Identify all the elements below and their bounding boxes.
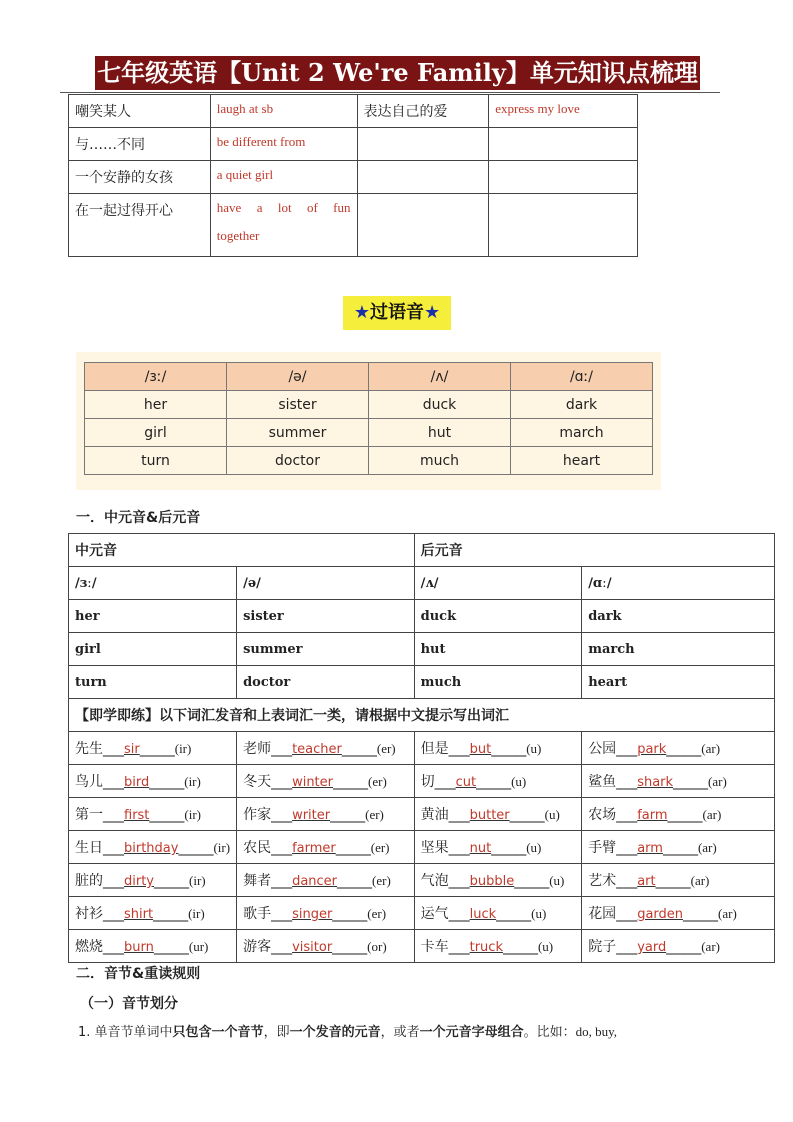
blank-line: _____ bbox=[154, 873, 189, 889]
blank-line: ___ bbox=[616, 774, 638, 790]
phonics-header: /ɑː/ bbox=[511, 363, 653, 391]
practice-cn: 作家 bbox=[243, 807, 272, 823]
vocab-cn: 嘲笑某人 bbox=[69, 95, 211, 128]
practice-spelling: (ar) bbox=[702, 807, 722, 822]
practice-cn: 院子 bbox=[588, 939, 617, 955]
blank-line: ___ bbox=[103, 807, 124, 823]
table-row bbox=[69, 765, 775, 798]
phonics-table bbox=[84, 362, 653, 475]
practice-answer: birthday bbox=[124, 841, 179, 856]
blank-line: _____ bbox=[502, 939, 538, 955]
table-row bbox=[69, 161, 638, 194]
practice-cell bbox=[237, 798, 415, 831]
practice-spelling: (u) bbox=[531, 906, 547, 921]
practice-cn: 手臂 bbox=[588, 840, 617, 856]
vocab-en: be different from bbox=[210, 128, 357, 161]
rule-emphasis: 只包含一个音节 bbox=[172, 1025, 264, 1040]
practice-answer: singer bbox=[292, 907, 333, 922]
rule-text: 1. 单音节单词中 bbox=[78, 1025, 173, 1040]
practice-cn: 气泡 bbox=[420, 873, 449, 889]
practice-answer: arm bbox=[637, 841, 663, 856]
blank-line: ___ bbox=[271, 873, 293, 889]
phonics-header: /ʌ/ bbox=[369, 363, 511, 391]
practice-cn: 但是 bbox=[420, 741, 449, 757]
phonics-header: /ə/ bbox=[227, 363, 369, 391]
phonics-word: march bbox=[511, 419, 653, 447]
practice-answer: visitor bbox=[292, 940, 333, 955]
blank-line: _____ bbox=[662, 840, 698, 856]
blank-line: ___ bbox=[448, 906, 470, 922]
practice-spelling: (u) bbox=[511, 774, 527, 789]
table-row bbox=[85, 447, 653, 475]
table-row bbox=[69, 930, 775, 963]
practice-answer: farm bbox=[637, 808, 668, 823]
table-row bbox=[69, 699, 775, 732]
practice-spelling: (u) bbox=[526, 840, 542, 855]
blank-line: ___ bbox=[448, 840, 470, 856]
title-divider bbox=[60, 92, 720, 93]
vocab-en: express my love bbox=[489, 95, 638, 128]
section-heading: 二．音节&重读规则 bbox=[76, 966, 201, 982]
practice-spelling: (er) bbox=[365, 807, 384, 822]
table-row bbox=[85, 363, 653, 391]
practice-cell bbox=[414, 732, 582, 765]
practice-spelling: (ir) bbox=[213, 840, 231, 855]
practice-answer: nut bbox=[469, 841, 492, 856]
practice-answer: park bbox=[637, 742, 667, 757]
word-cell: much bbox=[414, 666, 582, 699]
practice-spelling: (ar) bbox=[701, 741, 721, 756]
practice-cell bbox=[582, 897, 775, 930]
word-cell: summer bbox=[237, 633, 415, 666]
blank-line: ___ bbox=[434, 774, 456, 790]
blank-line: ___ bbox=[616, 840, 638, 856]
blank-line: _____ bbox=[333, 774, 369, 790]
practice-answer: bird bbox=[124, 775, 150, 790]
blank-line: _____ bbox=[667, 807, 703, 823]
vocab-cn bbox=[357, 194, 489, 257]
sub-heading: （一）音节划分 bbox=[80, 996, 178, 1012]
practice-cell bbox=[414, 765, 582, 798]
practice-cell bbox=[582, 732, 775, 765]
phonics-panel bbox=[76, 352, 661, 490]
rule-emphasis: 一个元音字母组合 bbox=[419, 1025, 524, 1040]
vowel-table bbox=[68, 533, 775, 963]
practice-cell bbox=[237, 864, 415, 897]
blank-line: ___ bbox=[103, 774, 124, 790]
blank-line: ___ bbox=[271, 939, 293, 955]
phonics-title-text: 过语音 bbox=[370, 302, 424, 323]
word-cell: her bbox=[69, 600, 237, 633]
table-row bbox=[69, 194, 638, 257]
word-cell: turn bbox=[69, 666, 237, 699]
table-row bbox=[85, 419, 653, 447]
blank-line: _____ bbox=[149, 807, 185, 823]
blank-line: ___ bbox=[103, 906, 124, 922]
practice-answer: farmer bbox=[292, 841, 336, 856]
table-row bbox=[69, 864, 775, 897]
blank-line: _____ bbox=[491, 741, 527, 757]
blank-line: ___ bbox=[103, 873, 124, 889]
practice-body bbox=[69, 732, 775, 963]
practice-spelling: (ir) bbox=[189, 873, 206, 888]
practice-cell bbox=[414, 930, 582, 963]
blank-line: ___ bbox=[616, 939, 638, 955]
practice-cell bbox=[69, 831, 237, 864]
phoneme-header: /ʌ/ bbox=[414, 567, 582, 600]
practice-cn: 切 bbox=[420, 774, 435, 790]
phonics-word: doctor bbox=[227, 447, 369, 475]
practice-cell bbox=[237, 930, 415, 963]
practice-cn: 冬天 bbox=[243, 774, 272, 790]
practice-spelling: (er) bbox=[367, 906, 387, 921]
practice-cn: 黄油 bbox=[420, 807, 449, 823]
star-icon: ★ bbox=[424, 302, 441, 323]
practice-answer: bubble bbox=[469, 874, 515, 889]
practice-cell bbox=[582, 765, 775, 798]
phonics-word: much bbox=[369, 447, 511, 475]
practice-answer: teacher bbox=[292, 742, 342, 757]
practice-answer: shark bbox=[637, 775, 674, 790]
vocab-cn bbox=[357, 161, 489, 194]
blank-line: _____ bbox=[476, 774, 512, 790]
vocab-cn: 与……不同 bbox=[69, 128, 211, 161]
blank-line: _____ bbox=[178, 840, 214, 856]
practice-spelling: (er) bbox=[368, 774, 387, 789]
practice-cell bbox=[582, 798, 775, 831]
practice-answer: sir bbox=[124, 742, 140, 757]
practice-cn: 舞者 bbox=[243, 873, 272, 889]
blank-line: ___ bbox=[103, 741, 124, 757]
vocab-en: laugh at sb bbox=[210, 95, 357, 128]
practice-spelling: (or) bbox=[367, 939, 387, 954]
phoneme-header: /ə/ bbox=[237, 567, 415, 600]
practice-cell bbox=[69, 864, 237, 897]
word-cell: doctor bbox=[237, 666, 415, 699]
star-icon: ★ bbox=[353, 302, 370, 323]
blank-line: _____ bbox=[153, 906, 189, 922]
practice-spelling: (ar) bbox=[697, 840, 717, 855]
practice-answer: luck bbox=[469, 907, 497, 922]
vocab-cn: 表达自己的爱 bbox=[357, 95, 489, 128]
practice-cell bbox=[414, 831, 582, 864]
blank-line: ___ bbox=[271, 840, 293, 856]
word-cell: duck bbox=[414, 600, 582, 633]
vocab-en: have a lot of fun together bbox=[210, 194, 357, 257]
page-title: 七年级英语【Unit 2 We're Family】单元知识点梳理 bbox=[95, 56, 700, 90]
vocab-cn: 在一起过得开心 bbox=[69, 194, 211, 257]
blank-line: _____ bbox=[666, 939, 702, 955]
practice-answer: dirty bbox=[124, 874, 154, 889]
practice-spelling: (er) bbox=[372, 873, 391, 888]
practice-answer: winter bbox=[292, 775, 334, 790]
practice-cn: 艺术 bbox=[588, 873, 617, 889]
table-row bbox=[69, 95, 638, 128]
table-row bbox=[85, 391, 653, 419]
practice-answer: yard bbox=[637, 940, 667, 955]
table-row bbox=[69, 128, 638, 161]
table-row bbox=[69, 831, 775, 864]
rule-text: ，即 bbox=[263, 1025, 290, 1040]
section-heading: 一．中元音&后元音 bbox=[76, 510, 201, 526]
blank-line: ___ bbox=[271, 741, 293, 757]
table-row bbox=[69, 732, 775, 765]
practice-cn: 生日 bbox=[75, 840, 103, 856]
blank-line: _____ bbox=[509, 807, 545, 823]
practice-spelling: (er) bbox=[370, 840, 390, 855]
practice-cell bbox=[582, 864, 775, 897]
practice-cell bbox=[237, 732, 415, 765]
phoneme-header: /ɜː/ bbox=[69, 567, 237, 600]
table-row bbox=[69, 534, 775, 567]
practice-spelling: (u) bbox=[549, 873, 565, 888]
blank-line: _____ bbox=[491, 840, 527, 856]
phonics-header: /ɜː/ bbox=[85, 363, 227, 391]
practice-spelling: (ar) bbox=[701, 939, 720, 954]
practice-answer: burn bbox=[124, 940, 154, 955]
rule-text: 。比如： bbox=[523, 1025, 576, 1040]
practice-spelling: (ir) bbox=[184, 807, 202, 822]
blank-line: _____ bbox=[655, 873, 691, 889]
practice-cn: 鸟儿 bbox=[75, 774, 103, 790]
practice-cn: 第一 bbox=[75, 807, 103, 823]
blank-line: ___ bbox=[616, 873, 638, 889]
blank-line: _____ bbox=[341, 741, 377, 757]
rule-paragraph bbox=[78, 1021, 738, 1040]
practice-cn: 歌手 bbox=[243, 906, 272, 922]
practice-spelling: (ir) bbox=[174, 741, 192, 756]
blank-line: _____ bbox=[139, 741, 175, 757]
practice-cell bbox=[69, 798, 237, 831]
word-cell: girl bbox=[69, 633, 237, 666]
practice-cn: 花园 bbox=[588, 906, 617, 922]
vocab-en: a quiet girl bbox=[210, 161, 357, 194]
practice-spelling: (ar) bbox=[708, 774, 727, 789]
practice-answer: but bbox=[469, 742, 492, 757]
blank-line: ___ bbox=[271, 807, 293, 823]
table-row bbox=[69, 897, 775, 930]
blank-line: _____ bbox=[335, 840, 371, 856]
practice-answer: shirt bbox=[124, 907, 154, 922]
blank-line: _____ bbox=[337, 873, 373, 889]
blank-line: ___ bbox=[616, 906, 638, 922]
practice-answer: writer bbox=[292, 808, 331, 823]
vocab-cn bbox=[357, 128, 489, 161]
blank-line: _____ bbox=[332, 939, 368, 955]
practice-answer: butter bbox=[469, 808, 510, 823]
practice-cn: 先生 bbox=[75, 741, 103, 757]
practice-cn: 老师 bbox=[243, 741, 272, 757]
practice-cell bbox=[582, 831, 775, 864]
practice-spelling: (er) bbox=[376, 741, 396, 756]
practice-spelling: (ir) bbox=[184, 774, 201, 789]
practice-answer: cut bbox=[455, 775, 477, 790]
practice-cn: 游客 bbox=[243, 939, 272, 955]
blank-line: ___ bbox=[271, 906, 293, 922]
word-cell: sister bbox=[237, 600, 415, 633]
blank-line: _____ bbox=[332, 906, 368, 922]
practice-spelling: (ar) bbox=[718, 906, 737, 921]
word-cell: dark bbox=[582, 600, 775, 633]
blank-line: _____ bbox=[514, 873, 550, 889]
phonics-word: sister bbox=[227, 391, 369, 419]
practice-cell bbox=[69, 930, 237, 963]
blank-line: ___ bbox=[271, 774, 293, 790]
phonics-word: girl bbox=[85, 419, 227, 447]
word-cell: march bbox=[582, 633, 775, 666]
blank-line: _____ bbox=[683, 906, 719, 922]
practice-cell bbox=[414, 798, 582, 831]
phoneme-header: /ɑː/ bbox=[582, 567, 775, 600]
practice-spelling: (ar) bbox=[690, 873, 710, 888]
vocab-en bbox=[489, 194, 638, 257]
practice-cell bbox=[237, 831, 415, 864]
vocab-en bbox=[489, 128, 638, 161]
table-row bbox=[69, 600, 775, 633]
blank-line: ___ bbox=[103, 840, 124, 856]
blank-line: ___ bbox=[448, 873, 470, 889]
vocab-cn: 一个安静的女孩 bbox=[69, 161, 211, 194]
phonics-title bbox=[343, 296, 451, 330]
vocab-en bbox=[489, 161, 638, 194]
practice-cell bbox=[414, 864, 582, 897]
practice-spelling: (u) bbox=[526, 741, 542, 756]
practice-spelling: (u) bbox=[537, 939, 554, 954]
phonics-word: duck bbox=[369, 391, 511, 419]
practice-cn: 农民 bbox=[243, 840, 272, 856]
blank-line: _____ bbox=[330, 807, 366, 823]
blank-line: ___ bbox=[448, 939, 470, 955]
practice-spelling: (ir) bbox=[188, 906, 205, 921]
practice-cell bbox=[237, 897, 415, 930]
blank-line: _____ bbox=[666, 741, 702, 757]
practice-title: 【即学即练】以下词汇发音和上表词汇一类，请根据中文提示写出词汇 bbox=[69, 699, 775, 732]
blank-line: _____ bbox=[149, 774, 185, 790]
rule-examples: do, buy, bbox=[575, 1024, 618, 1039]
practice-cn: 脏的 bbox=[75, 873, 103, 889]
practice-cn: 运气 bbox=[420, 906, 449, 922]
table-row bbox=[69, 633, 775, 666]
practice-cell bbox=[582, 930, 775, 963]
phonics-word: her bbox=[85, 391, 227, 419]
rule-text: ，或者 bbox=[380, 1025, 420, 1040]
practice-cn: 鲨鱼 bbox=[588, 774, 617, 790]
practice-cell bbox=[237, 765, 415, 798]
practice-cn: 公园 bbox=[588, 741, 617, 757]
practice-answer: art bbox=[637, 874, 656, 889]
group-header: 中元音 bbox=[69, 534, 415, 567]
group-header: 后元音 bbox=[414, 534, 774, 567]
practice-cell bbox=[69, 765, 237, 798]
word-cell: heart bbox=[582, 666, 775, 699]
practice-answer: garden bbox=[637, 907, 684, 922]
practice-cn: 衬衫 bbox=[75, 906, 103, 922]
practice-cn: 坚果 bbox=[420, 840, 449, 856]
practice-answer: truck bbox=[469, 940, 503, 955]
practice-spelling: (ur) bbox=[188, 939, 209, 954]
practice-answer: first bbox=[124, 808, 150, 823]
blank-line: _____ bbox=[496, 906, 532, 922]
vocab-table bbox=[68, 94, 638, 257]
practice-cn: 卡车 bbox=[420, 939, 449, 955]
phonics-word: dark bbox=[511, 391, 653, 419]
blank-line: _____ bbox=[153, 939, 189, 955]
blank-line: ___ bbox=[616, 807, 638, 823]
blank-line: _____ bbox=[673, 774, 709, 790]
practice-cn: 农场 bbox=[588, 807, 617, 823]
table-row bbox=[69, 666, 775, 699]
word-cell: hut bbox=[414, 633, 582, 666]
practice-cell bbox=[69, 897, 237, 930]
blank-line: ___ bbox=[448, 741, 470, 757]
blank-line: ___ bbox=[616, 741, 638, 757]
practice-spelling: (u) bbox=[544, 807, 560, 822]
table-row bbox=[69, 567, 775, 600]
rule-emphasis: 一个发音的元音 bbox=[289, 1025, 381, 1040]
blank-line: ___ bbox=[448, 807, 470, 823]
phonics-word: heart bbox=[511, 447, 653, 475]
practice-cn: 燃烧 bbox=[75, 939, 103, 955]
practice-answer: dancer bbox=[292, 874, 338, 889]
phonics-word: hut bbox=[369, 419, 511, 447]
practice-cell bbox=[69, 732, 237, 765]
phonics-word: turn bbox=[85, 447, 227, 475]
practice-cell bbox=[414, 897, 582, 930]
phonics-word: summer bbox=[227, 419, 369, 447]
table-row bbox=[69, 798, 775, 831]
blank-line: ___ bbox=[103, 939, 124, 955]
